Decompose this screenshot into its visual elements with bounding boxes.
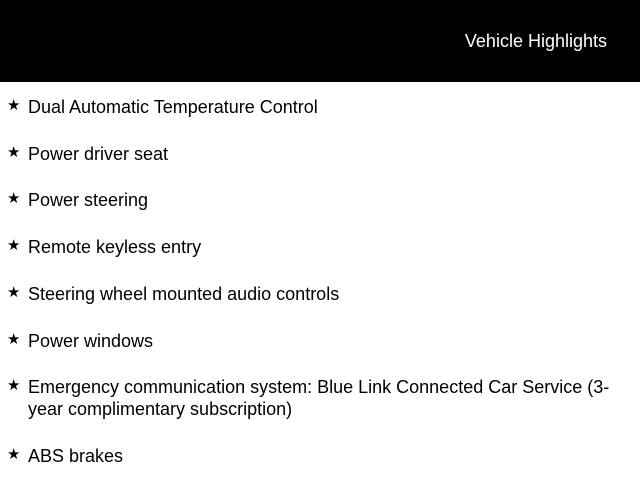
list-item-label: Dual Automatic Temperature Control (28, 97, 318, 117)
star-icon: ★ (7, 331, 21, 348)
star-icon: ★ (7, 284, 21, 301)
star-icon: ★ (7, 190, 21, 207)
star-icon: ★ (7, 446, 21, 463)
list-item-label: Power windows (28, 331, 154, 351)
star-icon: ★ (7, 237, 21, 254)
list-item-label: ABS brakes (28, 446, 124, 466)
star-icon: ★ (7, 377, 21, 394)
header-bar (0, 0, 640, 82)
list-item-label: Power steering (28, 190, 149, 210)
list-item-label: Power driver seat (28, 144, 169, 164)
list-item-label: Remote keyless entry (28, 237, 202, 257)
star-icon: ★ (7, 97, 21, 114)
list-item-label: Steering wheel mounted audio controls (28, 284, 340, 304)
star-icon: ★ (7, 144, 21, 161)
page-title: Vehicle Highlights (464, 31, 607, 51)
list-item-label: Emergency communication system: Blue Link Connected Car Service (3-year complimentary subscription) (28, 377, 610, 419)
